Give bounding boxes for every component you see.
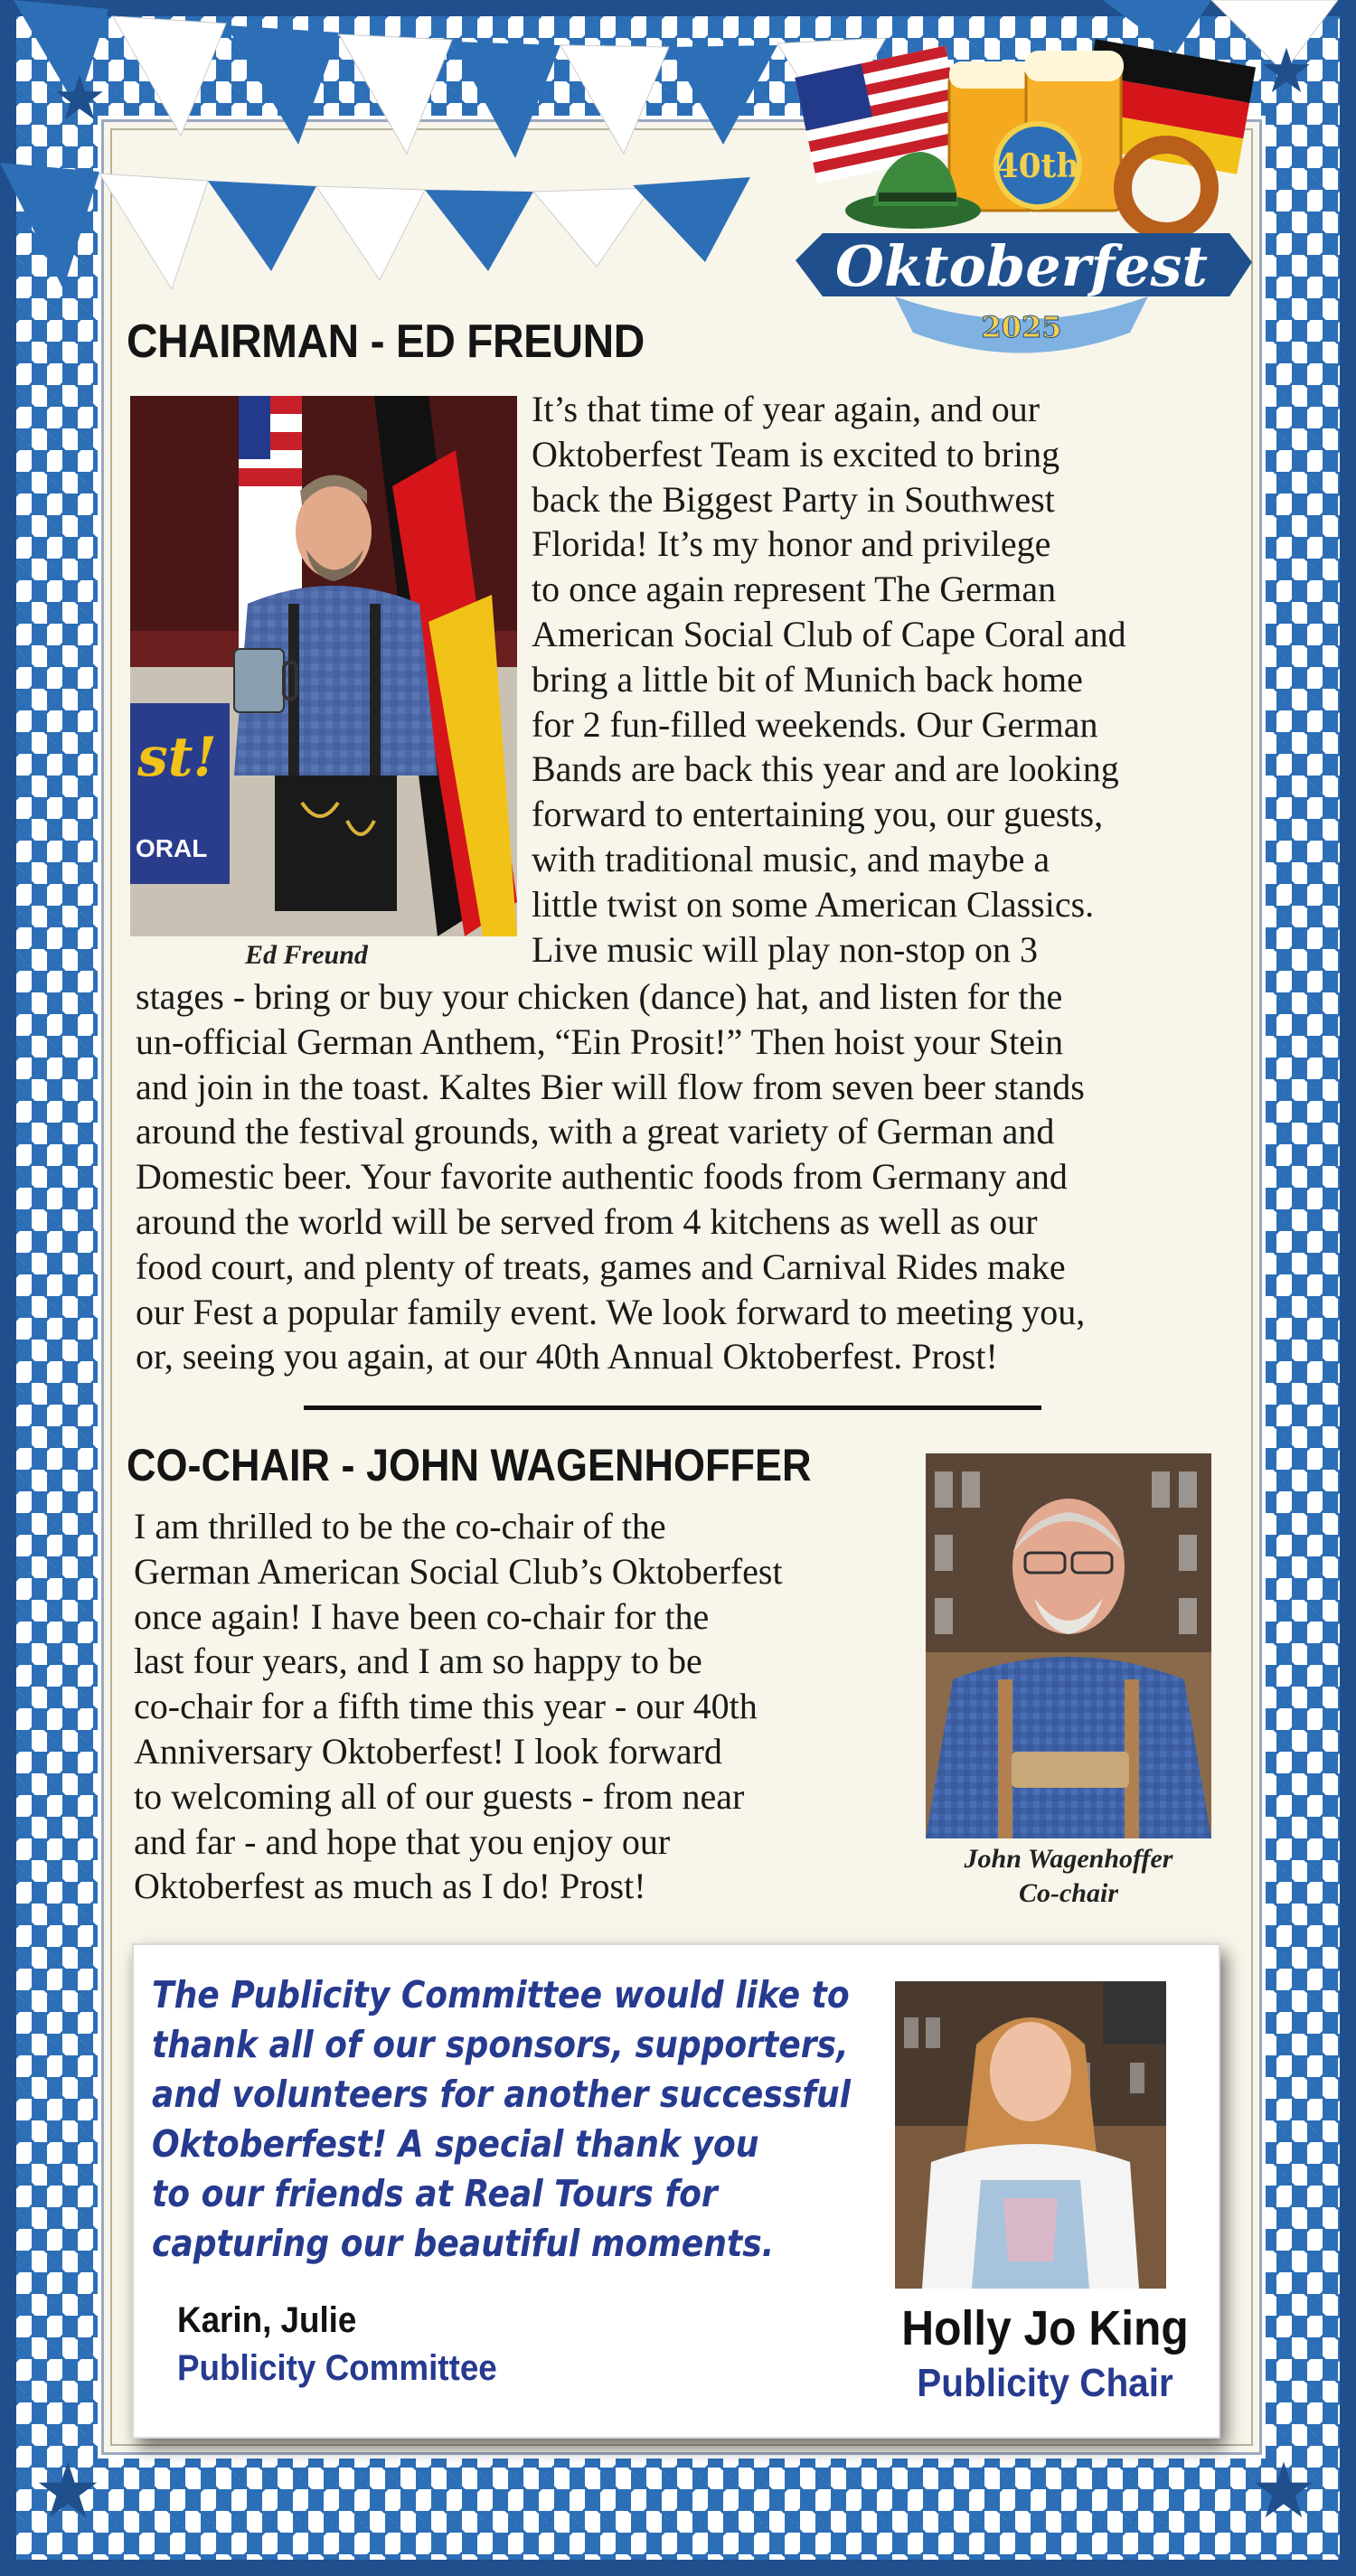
publicity-chair-role: Publicity Chair [917, 2361, 1173, 2405]
john-wagenhoffer-photo [926, 1453, 1211, 1838]
text-line: food court, and plenty of treats, games and Carnival Rides make [136, 1246, 1066, 1287]
star-icon [1252, 2458, 1315, 2522]
banner-text: st! [137, 726, 217, 789]
banner-text-2: ORAL [136, 834, 208, 862]
publicity-chair-name: Holly Jo King [901, 2301, 1189, 2355]
logo-year: 2025 [981, 310, 1062, 344]
pennant-blue-icon [226, 25, 339, 145]
committee-names: Karin, Julie [177, 2300, 357, 2340]
cochair-paragraph [134, 1504, 783, 1909]
text-line: stages - bring or buy your chicken (dance) hat, and listen for the [136, 976, 1063, 1017]
text-line: with traditional music, and maybe a [532, 838, 1050, 879]
text-line: co-chair for a fifth time this year - our 40th [134, 1686, 758, 1727]
text-line: and join in the toast. Kaltes Bier will flow from seven beer stands [136, 1066, 1085, 1107]
text-line: bring a little bit of Munich back home [532, 658, 1083, 700]
pennant-white-icon [339, 34, 452, 154]
text-line: thank all of our sponsors, supporters, [152, 2023, 849, 2066]
committee-role: Publicity Committee [177, 2348, 497, 2388]
text-line: Live music will play non-stop on 3 [532, 928, 1038, 970]
text-line: Oktoberfest! A special thank you [152, 2122, 759, 2166]
john-wagenhoffer-caption-name: John Wagenhoffer [964, 1844, 1173, 1874]
pennant-white-icon [560, 45, 669, 154]
text-line: capturing our beautiful moments. [152, 2222, 775, 2265]
text-line: Oktoberfest Team is excited to bring [532, 433, 1060, 475]
text-line: Domestic beer. Your favorite authentic foods from Germany and [136, 1156, 1068, 1198]
text-line: once again! I have been co-chair for the [134, 1595, 710, 1637]
anniversary-text: 40th [995, 147, 1080, 185]
chairman-paragraph-wrapped [532, 387, 1126, 972]
john-wagenhoffer-caption-role: Co-chair [1018, 1878, 1118, 1908]
text-line: German American Social Club’s Oktoberfest [134, 1550, 783, 1592]
pennant-white-icon [533, 188, 651, 267]
pennant-blue-icon [425, 190, 533, 271]
section-divider [304, 1406, 1041, 1410]
publicity-message [152, 1970, 851, 2269]
logo-title: Oktoberfest [834, 233, 1209, 299]
title-ribbon [796, 233, 1252, 353]
text-line: to our friends at Real Tours for [152, 2172, 718, 2215]
text-line: little twist on some American Classics. [532, 883, 1095, 925]
star-icon [1261, 45, 1312, 96]
text-line: or, seeing you again, at our 40th Annual Oktoberfest. Prost! [136, 1336, 998, 1377]
holly-jo-king-photo [895, 1981, 1166, 2289]
anniversary-badge [996, 124, 1080, 207]
cochair-heading: CO-CHAIR - JOHN WAGENHOFFER [127, 1440, 812, 1490]
pennant-white-icon [113, 16, 226, 136]
pennant-blue-icon [669, 45, 777, 145]
text-line: The Publicity Committee would like to [152, 1973, 850, 2017]
text-line: last four years, and I am so happy to be [134, 1641, 702, 1682]
chairman-heading: CHAIRMAN - ED FREUND [127, 315, 645, 368]
text-line: to welcoming all of our guests - from near [134, 1775, 745, 1817]
text-line: to once again represent The German [532, 569, 1057, 610]
chairman-paragraph-full [136, 974, 1085, 1379]
text-line: around the world will be served from 4 kitchens as well as our [136, 1200, 1038, 1242]
pennant-blue-icon [0, 163, 99, 289]
pennant-white-icon [316, 186, 425, 280]
text-line: It’s that time of year again, and our [532, 389, 1041, 429]
text-line: our Fest a popular family event. We look forward to meeting you, [136, 1291, 1086, 1332]
publicity-box [132, 1943, 1220, 2439]
text-line: and far - and hope that you enjoy our [134, 1820, 671, 1862]
star-icon [36, 2458, 99, 2522]
text-line: Florida! It’s my honor and privilege [532, 523, 1051, 565]
text-line: for 2 fun-filled weekends. Our German [532, 703, 1098, 745]
text-line: forward to entertaining you, our guests, [532, 794, 1104, 835]
oktoberfest-logo [786, 25, 1257, 378]
text-line: back the Biggest Party in Southwest [532, 478, 1055, 520]
pennant-blue-icon [633, 177, 750, 262]
text-line: un-official German Anthem, “Ein Prosit!” Then hoist your Stein [136, 1020, 1064, 1062]
text-line: Oktoberfest as much as I do! Prost! [134, 1866, 646, 1907]
text-line: Bands are back this year and are looking [532, 748, 1119, 790]
text-line: American Social Club of Cape Coral and [532, 613, 1126, 654]
text-line: Anniversary Oktoberfest! I look forward [134, 1730, 722, 1772]
pennant-blue-icon [208, 181, 316, 271]
text-line: and volunteers for another successful [152, 2073, 852, 2116]
star-icon [54, 72, 105, 123]
text-line: I am thrilled to be the co-chair of the [134, 1506, 666, 1547]
text-line: around the festival grounds, with a great variety of German and [136, 1111, 1055, 1152]
pennant-white-icon [99, 174, 208, 289]
ed-freund-photo [130, 396, 517, 936]
ed-freund-caption: Ed Freund [245, 940, 368, 970]
pennant-blue-icon [452, 42, 560, 158]
